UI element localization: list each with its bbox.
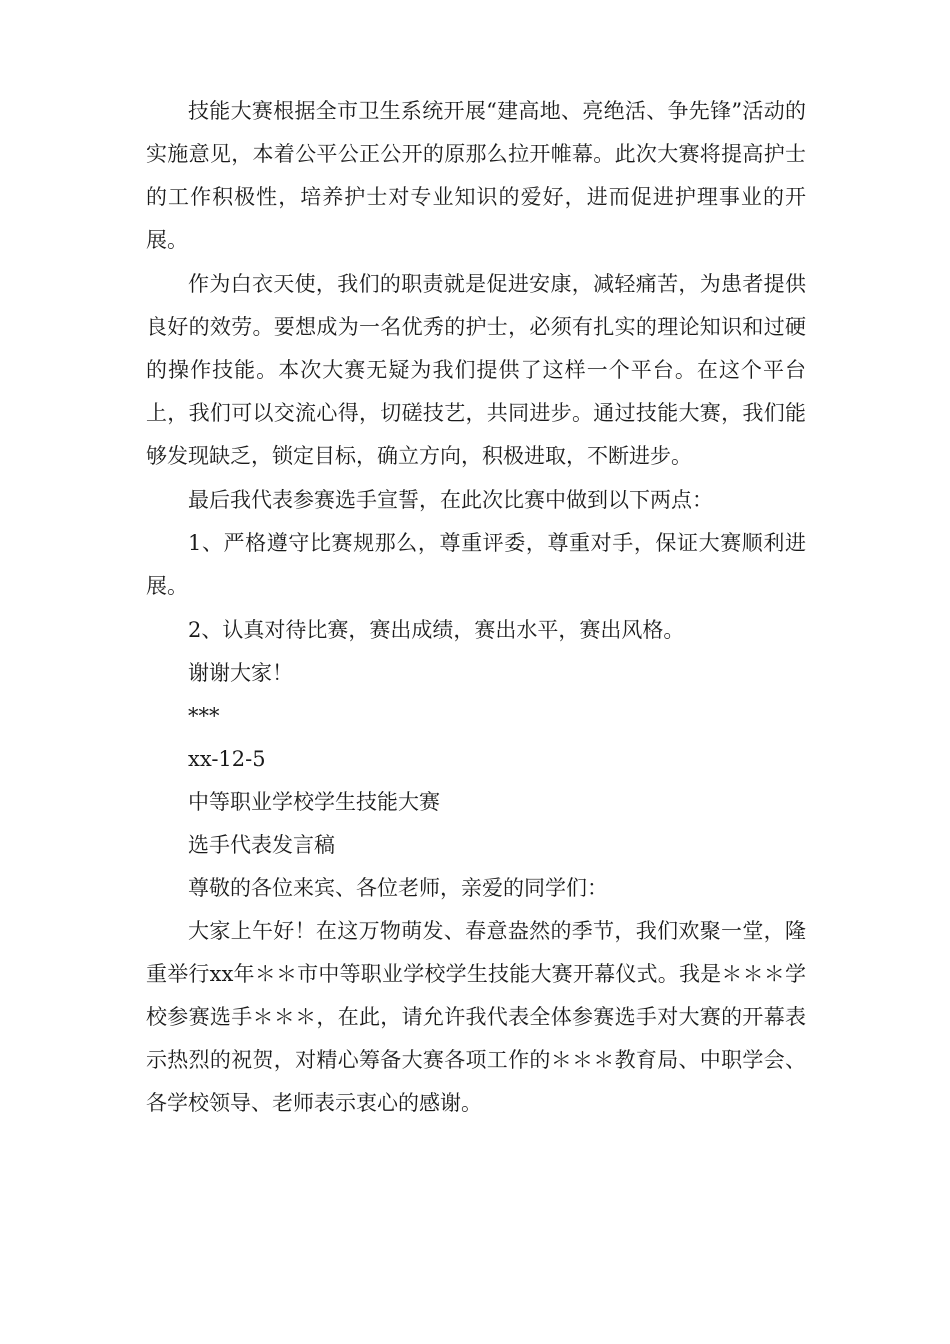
- paragraph-second-subtitle: 选手代表发言稿: [188, 833, 335, 857]
- paragraph-nurse-duty: 作为白衣天使，我们的职责就是促进安康，减轻痛苦，为患者提供良好的效劳。要想成为一名优秀的护士，必须有扎实的理论知识和过硬的操作技能。本次大赛无疑为我们提供了这样一个平台。在这个平台上，我们可以交流心得，切磋技艺，共同进步。通过技能大赛，我们能够发现缺乏，锁定目标，确立方向，积极进取，不断进步。: [146, 272, 806, 468]
- paragraph-opening-speech: 大家上午好！在这万物萌发、春意盎然的季节，我们欢聚一堂，隆重举行xx年＊＊市中等职业学校学生技能大赛开幕仪式。我是＊＊＊学校参赛选手＊＊＊，在此，请允许我代表全体参赛选手对大赛的开幕表示热烈的祝贺，对精心筹备大赛各项工作的＊＊＊教育局、中职学会、各学校领导、老师表示衷心的感谢。: [146, 919, 806, 1115]
- document-page: [146, 90, 806, 1125]
- paragraph-second-title: 中等职业学校学生技能大赛: [188, 790, 440, 814]
- paragraph-signature: ***: [188, 704, 220, 728]
- paragraph-contest-intro: 技能大赛根据全市卫生系统开展“建高地、亮绝活、争先锋”活动的实施意见，本着公平公正公开的原那么拉开帷幕。此次大赛将提高护士的工作积极性，培养护士对专业知识的爱好，进而促进护理事业的开展。: [146, 99, 806, 252]
- paragraph-oath-point-1: 1、严格遵守比赛规那么，尊重评委，尊重对手，保证大赛顺利进展。: [146, 531, 806, 598]
- paragraph-oath-intro: 最后我代表参赛选手宣誓，在此次比赛中做到以下两点：: [188, 488, 713, 512]
- paragraph-oath-point-2: 2、认真对待比赛，赛出成绩，赛出水平，赛出风格。: [188, 618, 685, 642]
- paragraph-date: xx-12-5: [188, 747, 266, 771]
- paragraph-thanks: 谢谢大家！: [188, 661, 293, 685]
- paragraph-salutation: 尊敬的各位来宾、各位老师，亲爱的同学们：: [188, 876, 608, 900]
